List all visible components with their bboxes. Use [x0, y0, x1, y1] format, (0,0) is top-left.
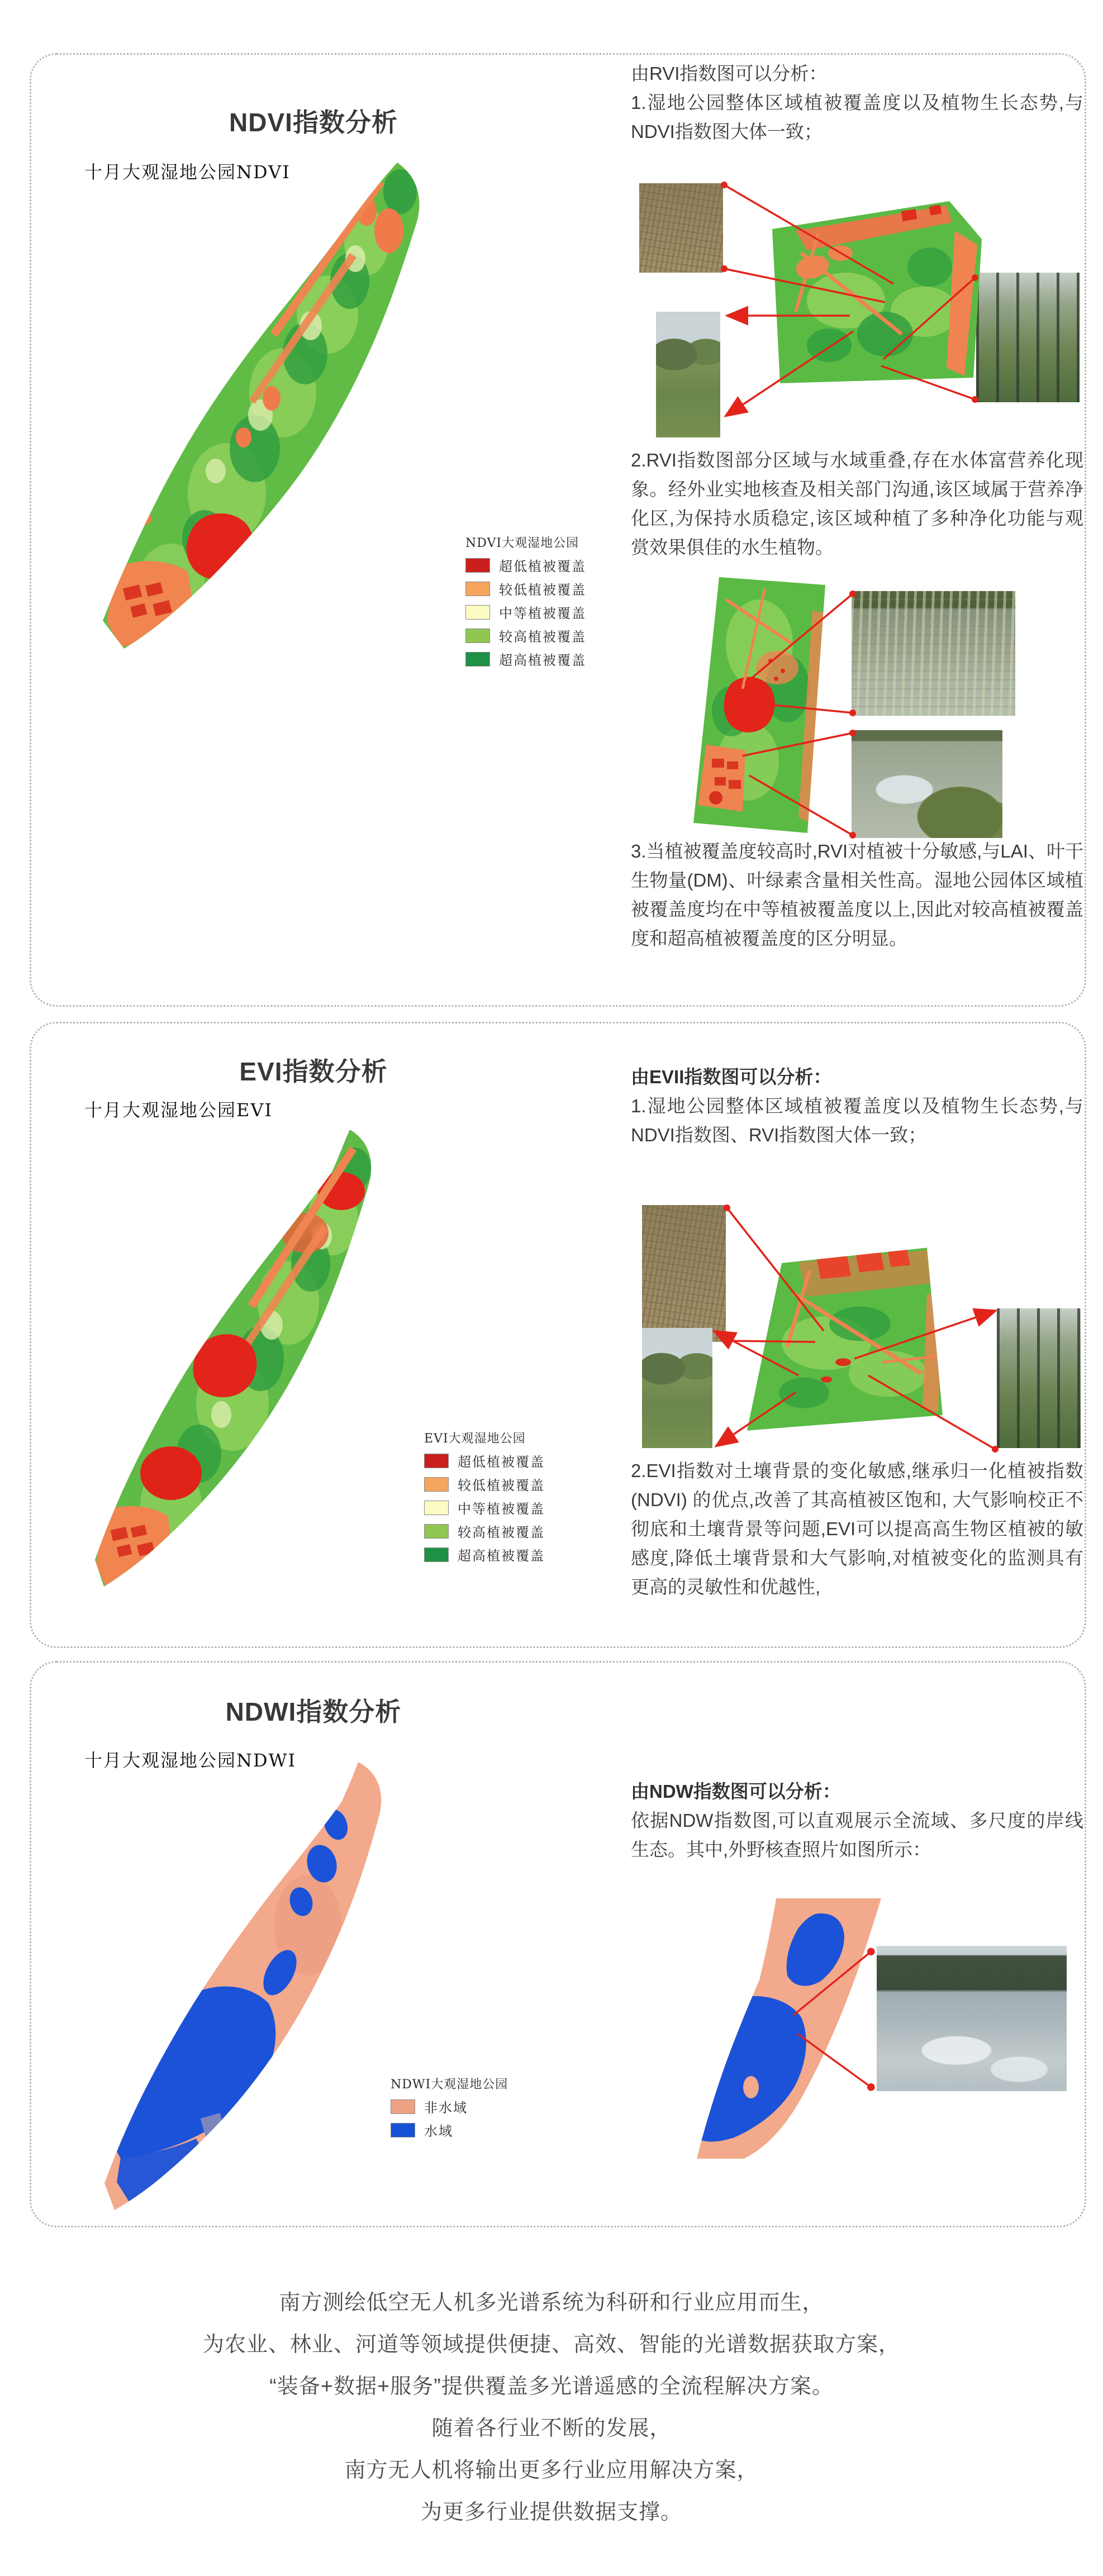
legend-label: 较高植被覆盖	[499, 629, 586, 645]
legend-item	[424, 1521, 545, 1541]
dry-grass-photo	[639, 183, 723, 273]
legend-label: 超低植被覆盖	[458, 1454, 545, 1470]
aquatic-plants-photo	[852, 730, 1002, 838]
panel-ndvi	[30, 53, 1086, 1007]
ndvi-map-crop	[762, 200, 983, 384]
ndwi-map-crop	[648, 1897, 882, 2160]
legend-label: 超高植被覆盖	[458, 1548, 545, 1564]
analysis-body: 依据NDW指数图,可以直观展示全流域、多尺度的岸线生态。其中,外野核查照片如图所示：	[631, 1810, 1083, 1860]
ndwi-legend	[391, 2075, 508, 2144]
legend-label: 水域	[424, 2123, 453, 2139]
legend-item	[465, 626, 586, 645]
legend-title: NDVI大观湿地公园	[465, 536, 579, 550]
analysis-heading: 由EVII指数图可以分析：	[631, 1066, 832, 1087]
panel-evi-title: EVI指数分析	[239, 1057, 388, 1086]
legend-label: 非水域	[424, 2100, 468, 2116]
evi-analysis-2	[631, 1456, 1083, 1602]
legend-label: 中等植被覆盖	[499, 606, 586, 621]
footer-line: 南方无人机将输出更多行业应用解决方案，	[344, 2459, 759, 2482]
legend-title: EVI大观湿地公园	[424, 1432, 526, 1446]
footer-line: 为更多行业提供数据支撑。	[420, 2501, 682, 2524]
legend-label: 较低植被覆盖	[458, 1478, 545, 1493]
evi-map-subtitle: 十月大观湿地公园EVI	[84, 1099, 273, 1121]
panel-evi	[30, 1022, 1086, 1648]
evi-field-check-figure	[631, 1191, 1086, 1454]
legend-swatch	[465, 582, 490, 596]
legend-label: 较高植被覆盖	[458, 1525, 545, 1540]
legend-label: 超低植被覆盖	[499, 559, 586, 574]
analysis-body: 1.湿地公园整体区域植被覆盖度以及植物生长态势,与NDVI指数图大体一致；	[631, 92, 1083, 142]
ndvi-map-graphic	[87, 158, 445, 675]
lily-pond-photo	[852, 591, 1015, 716]
ndvi-analysis-2	[631, 446, 1083, 562]
legend-swatch	[465, 652, 490, 666]
legend-item	[391, 2120, 508, 2140]
footer-slogan	[0, 2282, 1103, 2534]
legend-item	[465, 649, 586, 669]
legend-swatch	[391, 2099, 415, 2114]
ndvi-legend	[465, 534, 586, 673]
legend-item	[465, 579, 586, 598]
legend-swatch	[424, 1454, 449, 1468]
ndwi-field-check-figure	[631, 1897, 1086, 2165]
analysis-heading: 由NDW指数图可以分析：	[631, 1781, 841, 1802]
dry-grass-photo	[642, 1205, 726, 1342]
footer-line: 为农业、林业、河道等领域提供便捷、高效、智能的光谱数据获取方案，	[202, 2333, 900, 2356]
evi-map-crop	[743, 1247, 944, 1431]
evi-analysis-column	[631, 1023, 1086, 1646]
analysis-body: 1.湿地公园整体区域植被覆盖度以及植物生长态势,与NDVI指数图、RVI指数图大体一致；	[631, 1096, 1083, 1145]
evi-legend	[424, 1429, 545, 1568]
park-lawn-photo	[642, 1328, 712, 1448]
forest-photo	[997, 1308, 1081, 1448]
panel-ndvi-title: NDVI指数分析	[229, 108, 398, 137]
ndwi-map-graphic	[96, 1758, 431, 2224]
analysis-heading: 由RVI指数图可以分析：	[631, 63, 828, 84]
ndvi-field-check-figure-1	[631, 169, 1086, 449]
footer-line: “装备+数据+服务”提供覆盖多光谱遥感的全流程解决方案。	[269, 2375, 834, 2398]
legend-swatch	[465, 558, 490, 573]
legend-item	[424, 1451, 545, 1470]
analysis-body: 3.当植被覆盖度较高时,RVI对植被十分敏感,与LAI、叶干生物量(DM)、叶绿素含量相关性高。湿地公园体区域植被覆盖度均在中等植被覆盖度以上,因此对较高植被覆盖度和超高植被覆盖度的区分明显。	[631, 841, 1083, 949]
panel-ndwi-title: NDWI指数分析	[225, 1697, 402, 1726]
legend-swatch	[391, 2123, 415, 2137]
evi-analysis-1	[631, 1063, 1083, 1150]
legend-label: 较低植被覆盖	[499, 582, 586, 598]
footer-line: 南方测绘低空无人机多光谱系统为科研和行业应用而生，	[279, 2291, 824, 2315]
legend-item	[424, 1545, 545, 1564]
legend-item	[465, 602, 586, 622]
legend-item	[391, 2097, 508, 2116]
ndwi-analysis-1	[631, 1777, 1083, 1864]
ndvi-field-check-figure-2	[631, 572, 1086, 840]
legend-swatch	[465, 605, 490, 620]
park-lawn-photo	[656, 312, 720, 437]
legend-swatch	[465, 628, 490, 643]
legend-label: 中等植被覆盖	[458, 1501, 545, 1517]
panel-ndwi	[30, 1661, 1086, 2227]
footer-line: 随着各行业不断的发展，	[431, 2417, 672, 2440]
ndvi-analysis-column	[631, 55, 1086, 1005]
ndvi-map-subtitle: 十月大观湿地公园NDVI	[84, 161, 291, 183]
analysis-body: 2.RVI指数图部分区域与水域重叠,存在水体富营养化现象。经外业实地核查及相关部门沟通,该区域属于营养净化区,为保持水质稳定,该区域种植了多种净化功能与观赏效果俱佳的水生植物。	[631, 450, 1083, 558]
legend-swatch	[424, 1547, 449, 1562]
legend-swatch	[424, 1501, 449, 1515]
analysis-body: 2.EVI指数对土壤背景的变化敏感,继承归一化植被指数(NDVI) 的优点,改善了其高植被区饱和, 大气影响校正不彻底和土壤背景等问题,EVI可以提高高生物区植被的敏感度,降低土壤背景和大气影响,对植被变化的监测具有更高的灵敏性和优越性,	[631, 1460, 1083, 1597]
ndvi-analysis-3	[631, 837, 1083, 953]
ndvi-analysis-1	[631, 59, 1083, 146]
ndvi-water-map-crop	[692, 577, 826, 834]
ndwi-analysis-column	[631, 1663, 1086, 2226]
legend-swatch	[424, 1477, 449, 1492]
evi-map-graphic	[87, 1124, 434, 1616]
forest-photo	[976, 273, 1080, 402]
legend-item	[424, 1474, 545, 1494]
lake-shore-photo	[877, 1946, 1067, 2091]
legend-title: NDWI大观湿地公园	[391, 2078, 508, 2092]
legend-item	[465, 555, 586, 575]
legend-label: 超高植被覆盖	[499, 653, 586, 668]
ndwi-map-subtitle: 十月大观湿地公园NDWI	[84, 1750, 297, 1771]
legend-item	[424, 1498, 545, 1517]
legend-swatch	[424, 1524, 449, 1539]
